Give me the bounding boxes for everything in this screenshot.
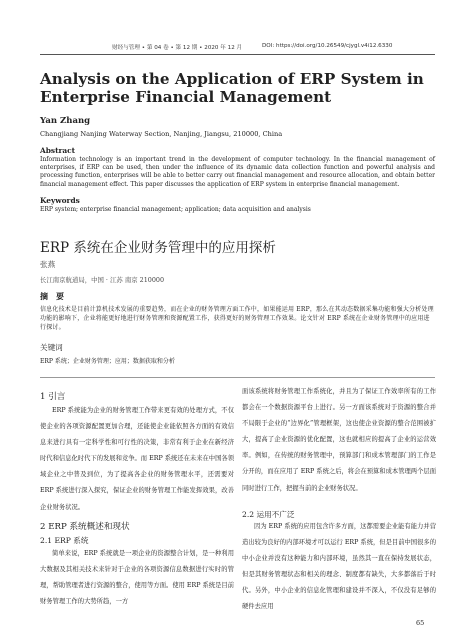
chinese-abstract-label: 摘 要 [40, 291, 64, 301]
section-2-2-text: 因为 ERP 系统的应用包含许多方面，这都需要企业能有能力并营造出较为良好的内部环境才可以运行 ERP 系统，但是目前中国很多的中小企业并没有这种能力和内部环境，虽然其一直在保持发展状态，但是其财务管理状态和相关的理念、制度都有缺失，大多都落后于时代。另外，中小企业的信息化管理和建设并不深入，不仅没有足够的硬件去应用 [242, 523, 436, 611]
section-divider [40, 377, 435, 378]
chinese-keywords: ERP 系统；企业财务管理；应用；数据获取和分析 [40, 358, 175, 365]
english-affiliation: Changjiang Nanjing Waterway Section, Nanjing, Jiangsu, 210000, China [40, 130, 283, 138]
chinese-affiliation: 长江南京航道局，中国 · 江苏 南京 210000 [40, 276, 165, 284]
section-2-1-heading: 2.1 ERP 系统 [40, 536, 89, 545]
english-keywords: ERP system; enterprise financial management; application; data acquisition and analysis [40, 206, 311, 213]
section-2-2-heading: 2.2 运用不广泛 [242, 510, 295, 519]
english-author: Yan Zhang [40, 116, 91, 126]
section-1-text: ERP 系统能为企业的财务管理工作带来更有效的处理方式，不仅使企业的各项资源配置更加合理，还能使企业能依照各方面的有效信息来进行具有一定科学性和可行性的决策，非常有利于企业在新经济时代和信息化时代下的发展和竞争。而 ERP 系统还在未来在中国各领域企业之中普及到位，为了提高各企业的财务管理水平，还需要对 ERP 系统进行深入探究，保证企业的财务管理工作能发挥效果，改善企业财务状况。 [40, 407, 234, 511]
chinese-abstract: 信息化技术是目前计算机技术发展的重要趋势，而在企业的财务管理方面工作中，如果能运用 ERP，那么在其动态数据采集功能和强大分析处理功能的影响下，企业将能更好地进行财务管理和资源配置工作，获得更好的财务管理工作效果。论文针对 ERP 系统在企业财务管理中的应用进行探讨。 [40, 306, 434, 332]
header-rule [40, 54, 435, 55]
journal-header: 财经与管理 • 第 04 卷 • 第 12 期 • 2020 年 12 月 [112, 45, 243, 51]
right-column-text: 面该系统将财务管理工作系统化，并且为了保证工作效率所有的工作都会在一个数据资源平台上进行。另一方面该系统对于资源的整合并不局限于企业的“边界化”管理框架，这也使企业资源的整合范围被扩大，提高了企业资源的优化配置，这也就相应的提高了企业的运营效率。例如，在传统的财务管理中，预算部门和成本管理部门的工作是分开的，而在应用了 ERP 系统之后，将会在预算和成本管理两个层面同时进行工作，把握当前的企业财务状况。 [242, 388, 436, 492]
english-title: Analysis on the Application of ERP System in Enterprise Financial Management [40, 70, 424, 106]
section-1-heading: 1 引言 [40, 392, 66, 402]
section-2-1-text: 简单来说，ERP 系统就是一项企业的资源整合计划，是一种利用大数据及其相关技术来针对于企业的各项资源信息数据进行实时的管理，帮助管理者进行资源的整合，使用等方面。使用 ERP 系统是目前财务管理工作的大势所趋，一方 [40, 550, 234, 606]
chinese-title: ERP 系统在企业财务管理中的应用探析 [40, 240, 276, 256]
chinese-author: 张燕 [40, 260, 56, 269]
chinese-keywords-label: 关键词 [40, 343, 63, 352]
page-number: 65 [416, 619, 425, 627]
abstract-label: Abstract [40, 146, 76, 155]
english-abstract: Information technology is an important trend in the development of computer technology. In the financial management of enterprises, if ERP can be used, then under the influence of its dynamic data collection function and powerful analysis and processing function, enterprises will be able to better carry out financial management and resource allocation, and obtain better financial management effect. This paper discusses the application of ERP system in enterprise financial management. [40, 156, 435, 188]
keywords-label: Keywords [40, 196, 80, 205]
section-2-heading: 2 ERP 系统概述和现状 [40, 522, 130, 532]
doi-link[interactable]: DOI: https://doi.org/10.26549/cjygl.v4i12.6330 [262, 43, 393, 49]
